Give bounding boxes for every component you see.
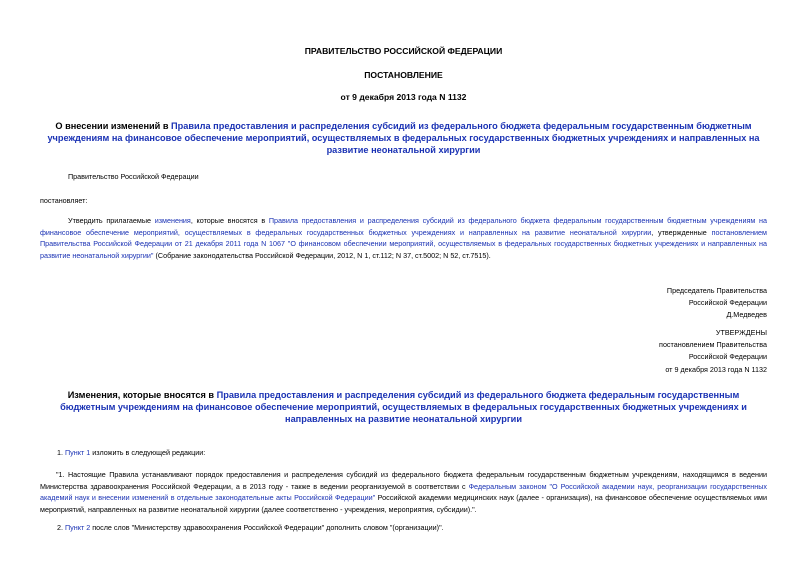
clause-2-link[interactable]: Пункт 2 [65, 523, 91, 532]
para-text: , которые вносятся в [190, 216, 269, 225]
item-2 [57, 522, 444, 534]
document-type: ПОСТАНОВЛЕНИЕ [364, 70, 443, 80]
government-label: Правительство Российской Федерации [68, 172, 199, 181]
rules-link-changes[interactable]: Правила предоставления и распределения субсидий из федерального бюджета федеральным государственным бюджетным учреждениям на финансовое обеспечение мероприятий, осуществляемых в федеральных государственных бюджетных учреждениях и направленных на развитие неонатальной хирургии [60, 390, 747, 424]
resolves-label: постановляет: [40, 196, 88, 205]
changes-link[interactable]: изменения [154, 216, 191, 225]
changes-title [40, 389, 767, 425]
item-number: 2. [57, 523, 65, 532]
item-text: после слов "Министерству здравоохранения Российской Федерации" дополнить словом "(организации)". [90, 523, 444, 532]
quote-text: Российской академии медицинских наук (далее - организация), на финансовое обеспечение осуществляемых ими мероприятий, направленных на развитие неонатальной хирургии (далее соответственно - учреждения, мероприятия, субсидии).". [40, 493, 767, 514]
rules-link-body[interactable]: Правила предоставления и распределения субсидий из федерального бюджета федеральным государственным бюджетным учреждениям на финансовое обеспечение мероприятий, осуществляемых в федеральных государственных бюджетных учреждениях и направленных на развитие неонатальной хирургии [40, 216, 767, 237]
para-text: Утвердить прилагаемые [68, 216, 155, 225]
signature-line: Председатель Правительства [666, 286, 767, 295]
approval-line: Российской Федерации [688, 352, 767, 362]
item-number: 1. [57, 448, 65, 457]
rules-link[interactable]: Правила предоставления и распределения субсидий из федерального бюджета федеральным государственным бюджетным учреждениям на финансовое обеспечение мероприятий, осуществляемых в федеральных государственных бюджетных учреждениях и направленных на развитие неонатальной хирургии [47, 121, 760, 155]
item-1 [57, 447, 205, 459]
document-title [40, 120, 767, 156]
clause-1-link[interactable]: Пункт 1 [65, 448, 91, 457]
signature-line: Российской Федерации [688, 298, 767, 308]
resolution-paragraph [40, 215, 767, 261]
para-text: (Собрание законодательства Российской Федерации, 2012, N 1, ст.112; N 37, ст.5002; N 52, ст.7515). [153, 250, 491, 260]
resolution-1067-link[interactable]: постановлением Правительства Российской Федерации от 21 декабря 2011 года N 1067 "О финансовом обеспечении мероприятий, осуществляемых в федеральных государственных бюджетных учреждениях и направленных на развитие неонатальной хирургии" [40, 227, 767, 260]
approval-line: УТВЕРЖДЕНЫ [715, 328, 767, 337]
signature-block [667, 285, 767, 322]
changes-title-prefix: Изменения, которые вносятся в [67, 390, 217, 400]
approval-block [659, 327, 767, 376]
document-date: от 9 декабря 2013 года N 1132 [340, 92, 467, 102]
item-text: изложить в следующей редакции: [90, 448, 206, 457]
quote-text: "1. Настоящие Правила устанавливают порядок предоставления и распределения субсидий из федерального бюджета федеральным государственным бюджетным учреждениям, находящимся в ведении Министерства здравоохранения Российской Федерации, а в 2013 году - также в ведении реорганизуемой в соответствии с [40, 470, 767, 491]
federal-law-link[interactable]: Федеральным законом "О Российской академии наук, реорганизации государственных академий наук и внесении изменений в отдельные законодательные акты Российской Федерации" [40, 481, 767, 502]
clause-1-quote [40, 469, 767, 515]
government-heading: ПРАВИТЕЛЬСТВО РОССИЙСКОЙ ФЕДЕРАЦИИ [304, 46, 503, 56]
title-prefix: О внесении изменений в [55, 121, 172, 131]
approval-line: от 9 декабря 2013 года N 1132 [665, 364, 767, 374]
para-text: , утвержденные [651, 227, 712, 237]
signature-line: Д.Медведев [726, 310, 767, 320]
approval-line: постановлением Правительства [659, 340, 767, 350]
